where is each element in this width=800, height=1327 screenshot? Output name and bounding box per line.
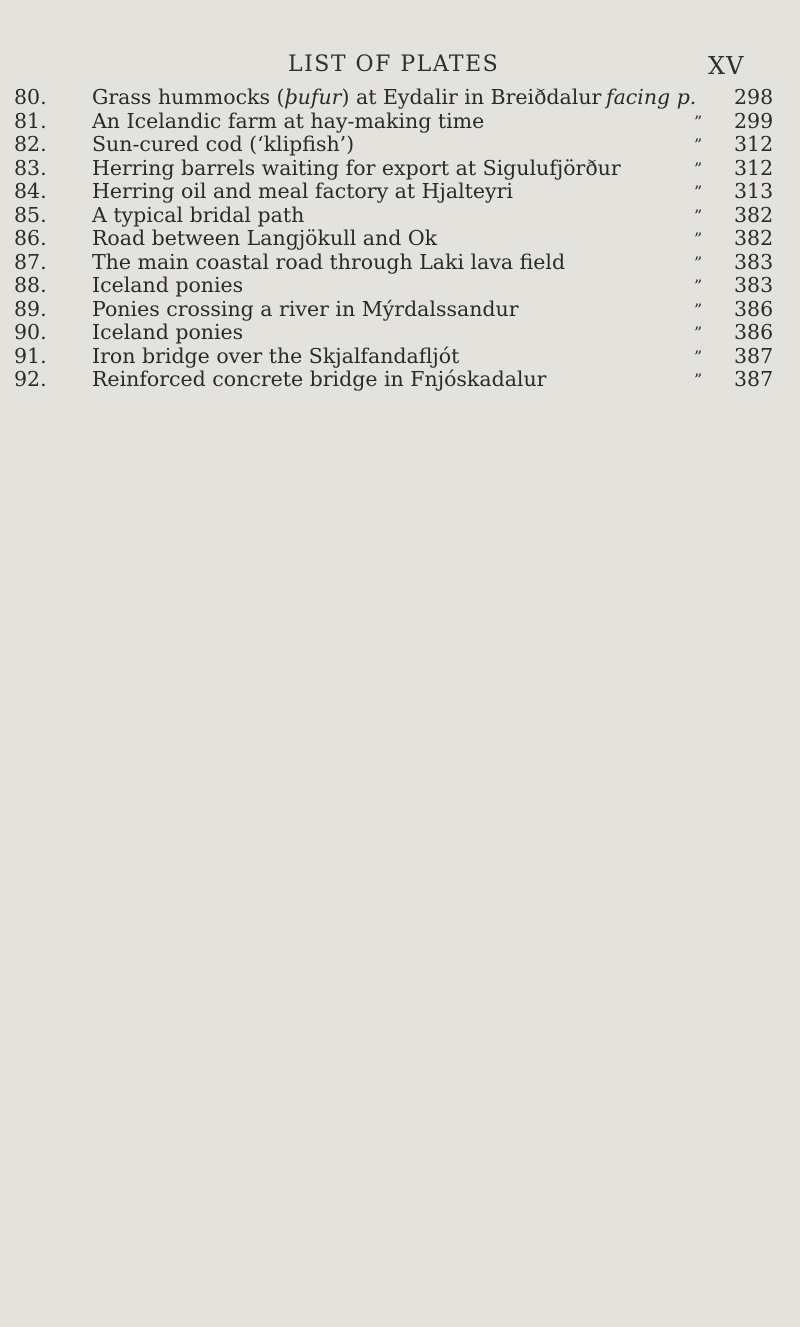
- plate-title: [92, 204, 304, 228]
- plate-title: [92, 321, 243, 345]
- plate-title: [92, 86, 601, 110]
- plate-page-number: 383: [734, 273, 774, 297]
- plate-number: 86.: [14, 226, 47, 250]
- plate-page-number: 386: [734, 296, 774, 321]
- plate-title-text: Sun-cured cod (‘klipfish’): [92, 132, 355, 156]
- plate-title-text: Road between Langjökull and Ok: [92, 226, 438, 250]
- plate-title-text: Reinforced concrete bridge in Fnjóskadalur: [92, 367, 547, 391]
- plate-title: [92, 110, 484, 134]
- page-title: LIST OF PLATES: [288, 52, 500, 77]
- plate-page-number: 299: [734, 108, 774, 133]
- plate-page-number: 312: [734, 132, 774, 156]
- plate-page-number: 383: [734, 249, 774, 274]
- plate-title: [92, 368, 546, 392]
- ditto-mark: ”: [694, 229, 703, 248]
- ditto-mark: ”: [694, 111, 703, 131]
- list-item: [0, 368, 800, 392]
- list-item: [0, 251, 800, 275]
- plate-number: 83.: [14, 155, 47, 180]
- plate-title: [92, 274, 243, 298]
- plate-title: [92, 345, 459, 369]
- ditto-mark: ”: [694, 346, 703, 366]
- plate-title-text: Ponies crossing a river in Mýrdalssandur: [92, 296, 519, 321]
- plate-page-number: 387: [734, 343, 774, 368]
- list-item: [0, 298, 800, 322]
- plate-title-text: Iceland ponies: [92, 320, 244, 344]
- list-item: [0, 321, 800, 345]
- plate-number: 80.: [14, 85, 47, 109]
- plate-page-number: 386: [734, 320, 774, 344]
- plate-title-italic: þufur: [284, 85, 342, 109]
- plate-title-text: Grass hummocks (: [92, 85, 285, 109]
- plate-number: 87.: [14, 249, 47, 274]
- plate-title: [92, 227, 437, 251]
- plate-number: 84.: [14, 179, 47, 203]
- page-number: XV: [708, 52, 745, 80]
- list-item: [0, 133, 800, 157]
- list-item: [0, 110, 800, 134]
- list-item: [0, 227, 800, 251]
- plate-title-text: The main coastal road through Laki lava field: [92, 249, 566, 274]
- plate-title-text: Herring barrels waiting for export at Sigulufjörður: [92, 155, 621, 180]
- list-item: [0, 157, 800, 181]
- plate-title: [92, 251, 565, 275]
- plate-number: 85.: [14, 202, 47, 227]
- plate-page-number: 382: [734, 226, 774, 250]
- plate-number: 91.: [14, 343, 47, 368]
- plate-title-text: Iron bridge over the Skjalfandafljót: [92, 343, 460, 368]
- plate-title: [92, 133, 354, 157]
- plate-title-text: An Icelandic farm at hay-making time: [92, 108, 485, 133]
- facing-page-label: facing p.: [606, 85, 697, 109]
- ditto-mark: ”: [694, 205, 703, 225]
- plates-list: [0, 86, 800, 392]
- ditto-mark: ”: [694, 276, 703, 295]
- running-head: [0, 52, 800, 82]
- plate-page-number: 312: [734, 155, 774, 180]
- ditto-mark: ”: [694, 182, 703, 201]
- ditto-mark: ”: [694, 370, 703, 389]
- plate-title-text: Herring oil and meal factory at Hjalteyri: [92, 179, 513, 203]
- plate-page-number: 382: [734, 202, 774, 227]
- plate-title: [92, 180, 513, 204]
- plate-title: [92, 298, 519, 322]
- ditto-mark: ”: [694, 323, 703, 342]
- plate-number: 82.: [14, 132, 47, 156]
- plate-title-text-end: ) at Eydalir in Breiðdalur: [341, 85, 602, 109]
- list-item: [0, 204, 800, 228]
- plate-title: [92, 157, 621, 181]
- ditto-mark: [606, 86, 696, 110]
- ditto-mark: ”: [694, 158, 703, 178]
- ditto-mark: ”: [694, 135, 703, 154]
- ditto-mark: ”: [694, 252, 703, 272]
- list-item: [0, 274, 800, 298]
- list-item: [0, 180, 800, 204]
- plate-page-number: 387: [734, 367, 774, 391]
- plate-page-number: 298: [734, 85, 774, 109]
- list-item: [0, 86, 800, 110]
- plate-number: 90.: [14, 320, 47, 344]
- ditto-mark: ”: [694, 299, 703, 319]
- list-item: [0, 345, 800, 369]
- plate-number: 89.: [14, 296, 47, 321]
- plate-number: 81.: [14, 108, 47, 133]
- plate-number: 92.: [14, 367, 47, 391]
- plate-title-text: Iceland ponies: [92, 273, 244, 297]
- plate-title-text: A typical bridal path: [92, 202, 305, 227]
- plate-page-number: 313: [734, 179, 774, 203]
- plate-number: 88.: [14, 273, 47, 297]
